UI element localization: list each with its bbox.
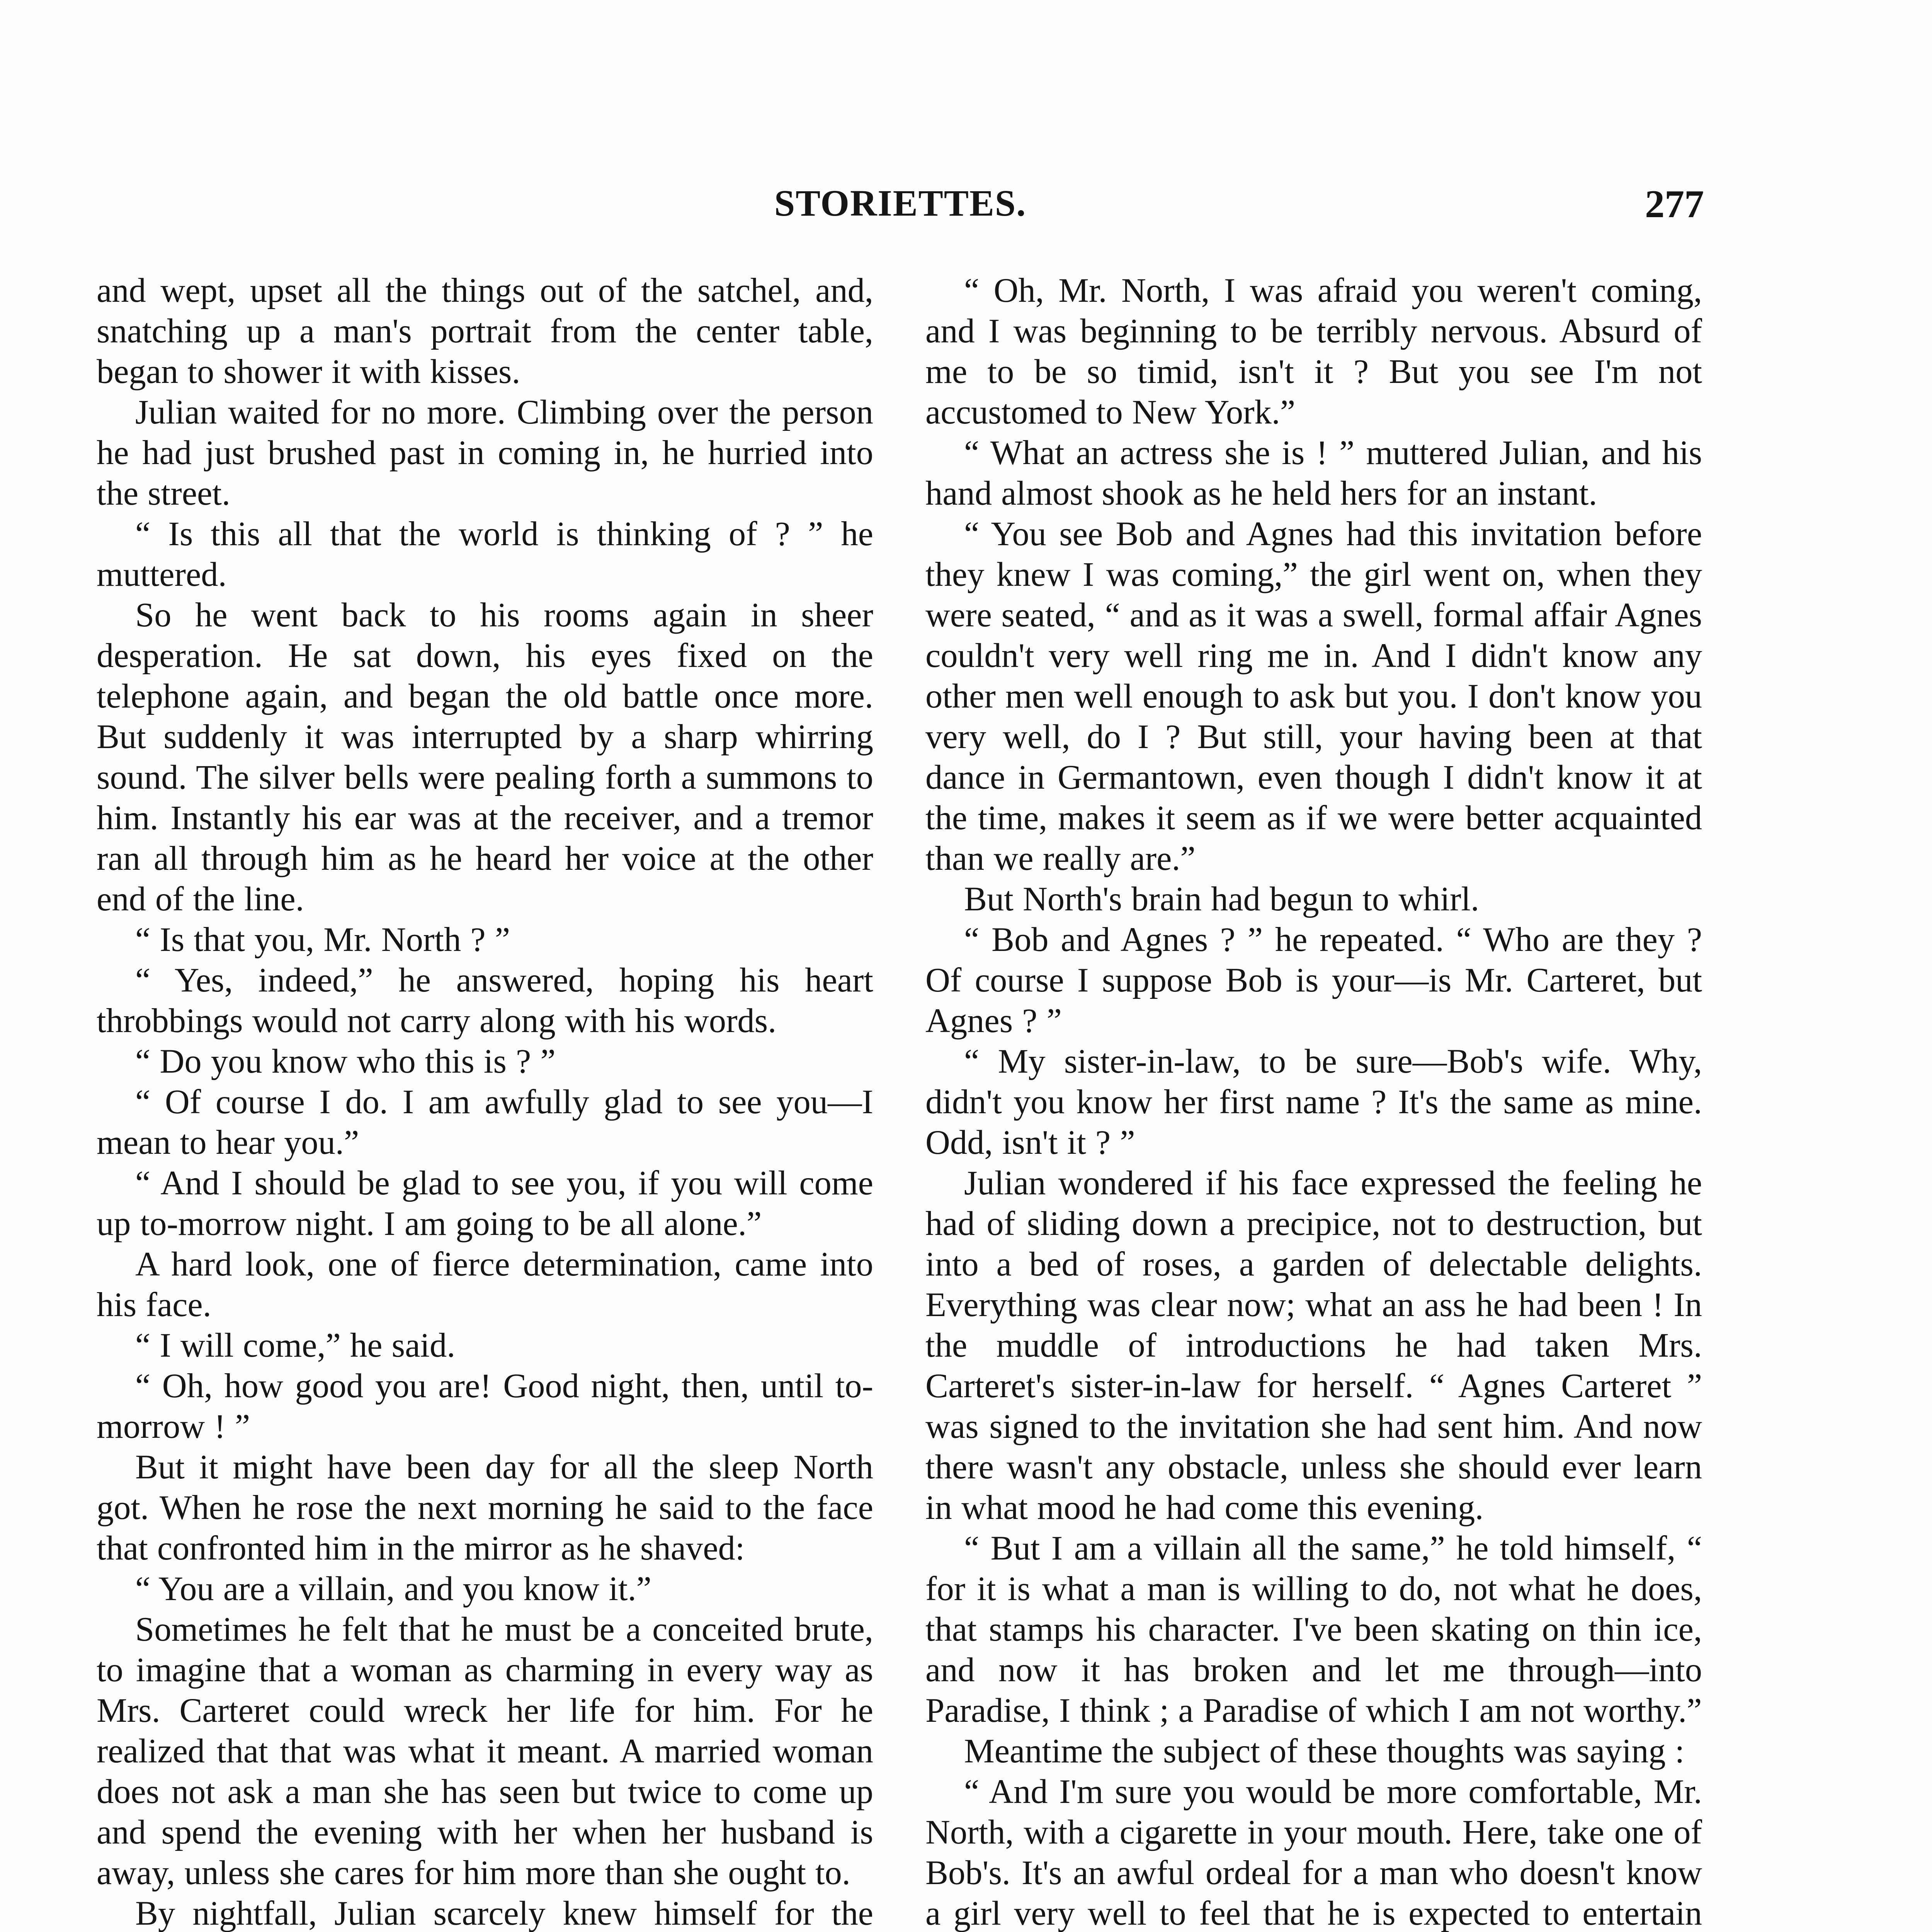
paragraph: “ Is this all that the world is thinking of ? ” he muttered. (97, 515, 873, 594)
paragraph: But North's brain had begun to whirl. (964, 880, 1480, 918)
paragraph: So he went back to his rooms again in sheer desperation. He sat down, his eyes fixed on the telephone again, and began the old battle once more. But suddenly it was interrupted by a sharp whirring sound. The silver bells were pealing forth a summons to him. Instantly his ear was at the receiver, and a tremor ran all through him as he heard her voice at the other end of the line. (97, 596, 873, 918)
paragraph: “ You are a villain, and you know it.” (135, 1570, 651, 1608)
paragraph: “ But I am a villain all the same,” he told himself, “ for it is what a man is willing to do, not what he does, that stamps his character. I've been skating on thin ice, and now it has broken and let me through—into Paradise, I think ; a Paradise of which I am not worthy.” (925, 1529, 1702, 1730)
paragraph: A hard look, one of fierce determination, came into his face. (97, 1245, 873, 1324)
paragraph: “ Oh, Mr. North, I was afraid you weren't coming, and I was beginning to be terribly nervous. Absurd of me to be so timid, isn't it ? But you see I'm not accustomed to New York.” (925, 272, 1702, 431)
paragraph: By nightfall, Julian scarcely knew himself for the (135, 1895, 873, 1932)
page-title: STORIETTES. (774, 182, 1027, 224)
running-head (97, 182, 1704, 232)
paragraph: Sometimes he felt that he must be a conceited brute, to imagine that a woman as charming in every way as Mrs. Carteret could wreck her life for him. For he realized that that was what it meant. A married woman does not ask a man she has seen but twice to come up and spend the evening with her when her husband is away, unless she cares for him more than she ought to. (97, 1611, 873, 1892)
paragraph: Meantime the subject of these thoughts was saying : (964, 1732, 1685, 1770)
paragraph: Julian waited for no more. Climbing over the person he had just brushed past in coming in, he hurried into the street. (97, 393, 873, 512)
paragraph: “ Is that you, Mr. North ? ” (135, 921, 510, 959)
right-column (925, 270, 1702, 1932)
paragraph: “ What an actress she is ! ” muttered Julian, and his hand almost shook as he held hers for an instant. (925, 434, 1702, 512)
page-number: 277 (1645, 182, 1704, 226)
paragraph: “ Do you know who this is ? ” (135, 1043, 556, 1080)
paragraph: “ My sister-in-law, to be sure—Bob's wife. Why, didn't you know her first name ? It's the same as mine. Odd, isn't it ? ” (925, 1043, 1702, 1162)
paragraph: “ Of course I do. I am awfully glad to see you—I mean to hear you.” (97, 1083, 873, 1162)
paragraph: “ Yes, indeed,” he answered, hoping his heart throbbings would not carry along with his words. (97, 961, 873, 1040)
paragraph: “ And I should be glad to see you, if you will come up to-morrow night. I am going to be all alone.” (97, 1164, 873, 1243)
paragraph: “ Bob and Agnes ? ” he repeated. “ Who are they ? Of course I suppose Bob is your—is Mr. Carteret, but Agnes ? ” (925, 921, 1702, 1040)
paragraph: Julian wondered if his face expressed the feeling he had of sliding down a precipice, not to destruction, but into a bed of roses, a garden of delectable delights. Everything was clear now; what an ass he had been ! In the muddle of introductions he had taken Mrs. Carteret's sister-in-law for herself. “ Agnes Carteret ” was signed to the invitation she had sent him. And now there wasn't any obstacle, unless she should ever learn in what mood he had come this evening. (925, 1164, 1702, 1527)
paragraph: and wept, upset all the things out of the satchel, and, snatching up a man's portrait from the center table, began to shower it with kisses. (97, 272, 873, 391)
paragraph: “ And I'm sure you would be more comfortable, Mr. North, with a cigarette in your mouth. Here, take one of Bob's. It's an awful ordeal for a man who doesn't know a girl very well to feel that he is expected to entertain (925, 1773, 1702, 1932)
paragraph: “ You see Bob and Agnes had this invitation before they knew I was coming,” the girl went on, when they were seated, “ and as it was a swell, formal affair Agnes couldn't very well ring me in. And I didn't know any other men well enough to ask but you. I don't know you very well, do I ? But still, your having been at that dance in Germantown, even though I didn't know it at the time, makes it seem as if we were better acquainted than we really are.” (925, 515, 1702, 878)
paragraph: “ Oh, how good you are! Good night, then, until to-morrow ! ” (97, 1367, 873, 1446)
paragraph: “ I will come,” he said. (135, 1327, 456, 1364)
left-column (97, 270, 873, 1932)
paragraph: But it might have been day for all the sleep North got. When he rose the next morning he said to the face that confronted him in the mirror as he shaved: (97, 1448, 873, 1567)
